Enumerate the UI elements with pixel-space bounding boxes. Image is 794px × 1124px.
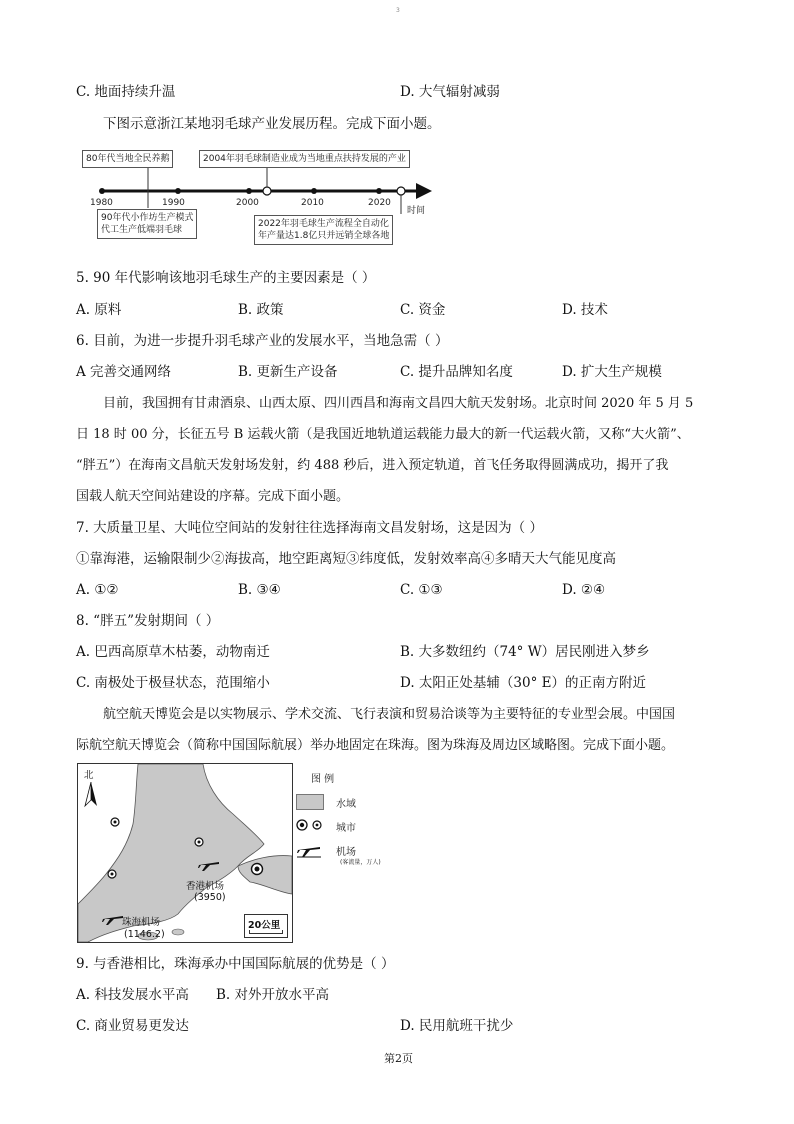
q5-option-c: C. 资金	[400, 302, 446, 318]
axis-label-time: 时间	[407, 206, 426, 216]
q9-stem: 9. 与香港相比，珠海承办中国国际航展的优势是（ ）	[76, 956, 395, 972]
year-1990: 1990	[162, 198, 185, 208]
q5-option-a: A. 原料	[76, 302, 122, 318]
scale-line	[249, 930, 283, 934]
legend-city-icon	[296, 818, 326, 832]
scale-bar	[244, 914, 288, 938]
year-2010: 2010	[301, 198, 324, 208]
launch-passage-line2: 日 18 时 00 分，长征五号 B 运载火箭（是我国近地轨道运载能力最大的新一代运载火箭，又称“大火箭”、	[76, 427, 690, 442]
page-mark: 3	[396, 7, 400, 14]
timeline-box-2022-line1: 2022年羽毛球生产流程全自动化	[258, 219, 389, 229]
q8-stem: 8. “胖五”发射期间（ ）	[76, 613, 220, 629]
timeline-figure	[80, 146, 460, 256]
q5-option-b: B. 政策	[238, 302, 284, 318]
q9-option-d: D. 民用航班干扰少	[400, 1018, 514, 1034]
q9-option-a: A. 科技发展水平高	[76, 987, 189, 1003]
legend-airport-icon	[297, 840, 321, 858]
timeline-box-90s-line2: 代工生产低端羽毛球	[101, 225, 183, 235]
q7-statements: ①靠海港，运输限制少②海拔高，地空距离短③纬度低，发射效率高④多晴天大气能见度高	[76, 551, 616, 567]
hk-airport-icon	[198, 856, 220, 872]
q4-option-d: D. 大气辐射减弱	[400, 84, 500, 100]
legend-city-label: 城市	[336, 823, 356, 834]
timeline-box-2004: 2004年羽毛球制造业成为当地重点扶持发展的产业	[199, 150, 410, 168]
city-icon-2	[106, 868, 118, 880]
q7-option-d: D. ②④	[562, 582, 606, 598]
q6-option-c: C. 提升品牌知名度	[400, 364, 513, 380]
zh-airport-icon	[102, 910, 124, 926]
launch-passage-line3: “胖五”）在海南文昌航天发射场发射，约 488 秒后，进入预定轨道，首飞任务取得圆满成功，揭开了我	[76, 458, 669, 473]
city-icon-3	[193, 836, 205, 848]
city-icon-1	[109, 816, 121, 828]
intro-badminton: 下图示意浙江某地羽毛球产业发展历程。完成下面小题。	[103, 116, 441, 132]
q9-option-c: C. 商业贸易更发达	[76, 1018, 189, 1034]
legend-airport-label: 机场	[336, 847, 356, 858]
q5-option-d: D. 技术	[562, 302, 608, 318]
scale-label: 20公里	[248, 920, 281, 931]
q8-option-a: A. 巴西高原草木枯萎，动物南迁	[76, 644, 270, 660]
q8-option-c: C. 南极处于极昼状态，范围缩小	[76, 675, 270, 691]
q8-option-d: D. 太阳正处基辅（30° E）的正南方附近	[400, 675, 646, 691]
page-number: 第2页	[384, 1052, 413, 1065]
hk-airport-value: (3950)	[194, 892, 226, 903]
year-1980: 1980	[90, 198, 113, 208]
timeline-box-2022	[254, 215, 393, 245]
airshow-passage-line1: 航空航天博览会是以实物展示、学术交流、飞行表演和贸易洽谈等为主要特征的专业型会展。中国国	[103, 707, 676, 722]
q8-option-b: B. 大多数纽约（74° W）居民刚进入梦乡	[400, 644, 650, 660]
q5-stem: 5. 90 年代影响该地羽毛球生产的主要因素是（ ）	[76, 270, 376, 286]
north-label: 北	[84, 770, 94, 781]
q6-option-b: B. 更新生产设备	[238, 364, 338, 380]
zhuhai-map	[77, 763, 293, 943]
q7-option-b: B. ③④	[238, 582, 281, 598]
hk-airport-label: 香港机场	[186, 881, 225, 892]
q6-stem: 6. 目前，为进一步提升羽毛球产业的发展水平，当地急需（ ）	[76, 333, 449, 349]
airshow-passage-line2: 际航空航天博览会（简称中国国际航展）举办地固定在珠海。图为珠海及周边区域略图。完成下面小题。	[76, 738, 675, 753]
timeline-box-80s: 80年代当地全民养鹅	[82, 150, 173, 168]
q6-option-d: D. 扩大生产规模	[562, 364, 662, 380]
zh-airport-label: 珠海机场	[122, 917, 161, 928]
year-2000: 2000	[236, 198, 259, 208]
q7-option-c: C. ①③	[400, 582, 443, 598]
timeline-box-90s-line1: 90年代小作坊生产模式	[101, 213, 194, 223]
q7-stem: 7. 大质量卫星、大吨位空间站的发射往往选择海南文昌发射场，这是因为（ ）	[76, 520, 543, 536]
north-arrow-icon	[84, 782, 98, 808]
zh-airport-value: (1146.2)	[124, 929, 165, 940]
q7-option-a: A. ①②	[76, 582, 119, 598]
q9-option-b: B. 对外开放水平高	[216, 987, 330, 1003]
city-icon-major	[250, 862, 264, 876]
year-2020: 2020	[368, 198, 391, 208]
timeline-box-90s	[97, 209, 197, 239]
q4-option-c: C. 地面持续升温	[76, 84, 176, 100]
legend-title: 图 例	[311, 774, 335, 785]
legend-airport-note: (客流量，万人)	[340, 859, 381, 866]
launch-passage-line4: 国载人航天空间站建设的序幕。完成下面小题。	[76, 489, 350, 504]
timeline-box-2022-line2: 年产量达1.8亿只并远销全球各地	[258, 231, 390, 241]
legend-water-label: 水域	[336, 799, 356, 810]
legend-water-swatch	[296, 794, 324, 810]
q6-option-a: A 完善交通网络	[76, 364, 172, 380]
launch-passage-line1: 目前，我国拥有甘肃酒泉、山西太原、四川西昌和海南文昌四大航天发射场。北京时间 2020 年 5 月 5	[103, 396, 694, 411]
